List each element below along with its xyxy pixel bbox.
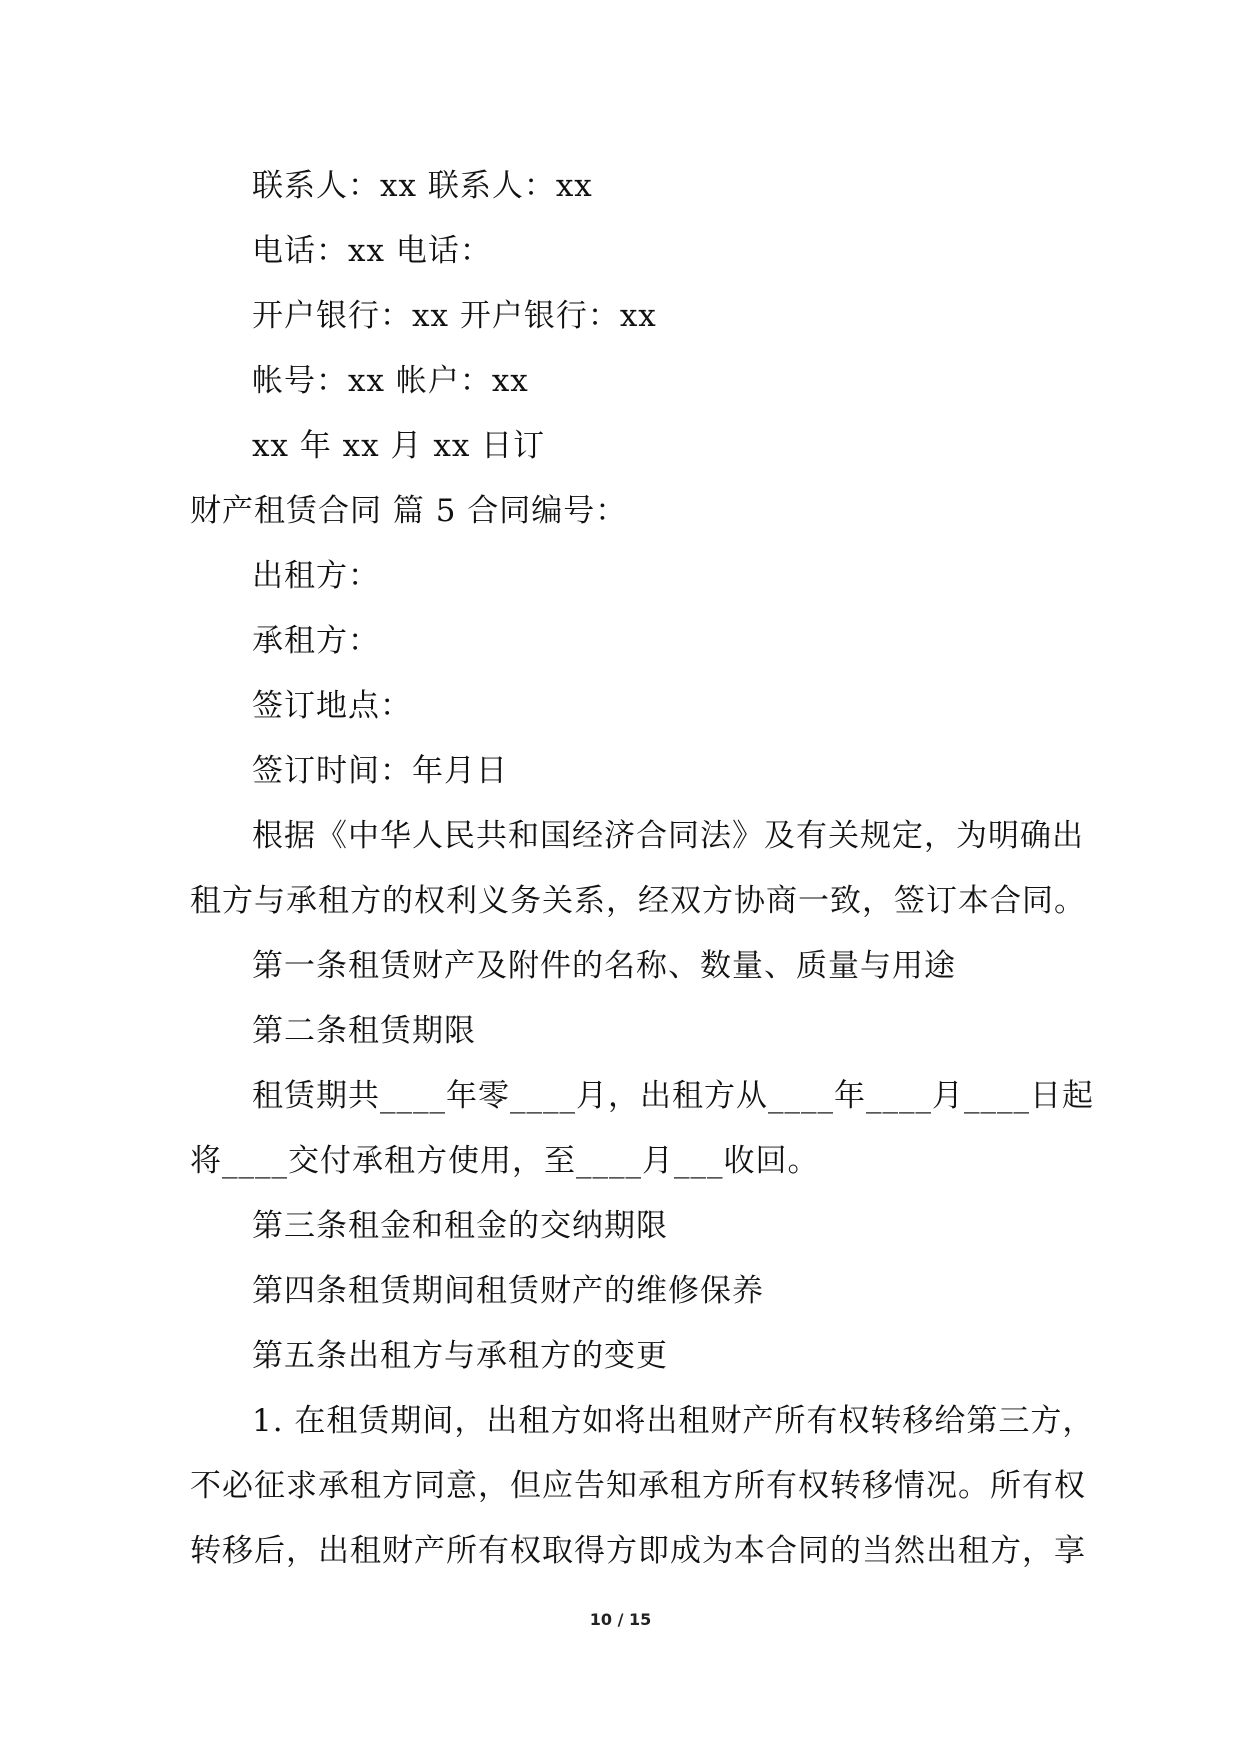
article-3-heading: 第三条租金和租金的交纳期限 xyxy=(252,1208,668,1244)
article-1-heading: 第一条租赁财产及附件的名称、数量、质量与用途 xyxy=(252,948,956,984)
lease-term-line-2: 将____交付承租方使用，至____月___收回。 xyxy=(190,1143,820,1179)
account-line: 帐号：xx 帐户：xx xyxy=(252,363,529,399)
sign-place-line: 签订地点： xyxy=(252,688,412,724)
article-2-heading: 第二条租赁期限 xyxy=(252,1013,476,1049)
preamble-line-1: 根据《中华人民共和国经济合同法》及有关规定，为明确出 xyxy=(252,818,1084,854)
contact-person-line: 联系人：xx 联系人：xx xyxy=(252,168,593,204)
contract-title-line: 财产租赁合同 篇 5 合同编号： xyxy=(190,493,628,529)
clause-1-line-3: 转移后，出租财产所有权取得方即成为本合同的当然出租方，享 xyxy=(190,1533,1086,1569)
sign-time-line: 签订时间：年月日 xyxy=(252,753,508,789)
page-number: 10 / 15 xyxy=(589,1610,652,1629)
lessor-line: 出租方： xyxy=(252,558,380,594)
clause-1-line-2: 不必征求承租方同意，但应告知承租方所有权转移情况。所有权 xyxy=(190,1468,1086,1504)
article-5-heading: 第五条出租方与承租方的变更 xyxy=(252,1338,668,1374)
clause-1-line-1: 1. 在租赁期间，出租方如将出租财产所有权转移给第三方， xyxy=(252,1403,1095,1439)
lessee-line: 承租方： xyxy=(252,623,380,659)
phone-line: 电话：xx 电话： xyxy=(252,233,492,269)
article-4-heading: 第四条租赁期间租赁财产的维修保养 xyxy=(252,1273,764,1309)
preamble-line-2: 租方与承租方的权利义务关系，经双方协商一致，签订本合同。 xyxy=(190,883,1086,919)
date-line: xx 年 xx 月 xx 日订 xyxy=(252,428,546,464)
bank-line: 开户银行：xx 开户银行：xx xyxy=(252,298,657,334)
lease-term-line-1: 租赁期共____年零____月，出租方从____年____月____日起 xyxy=(252,1078,1094,1114)
